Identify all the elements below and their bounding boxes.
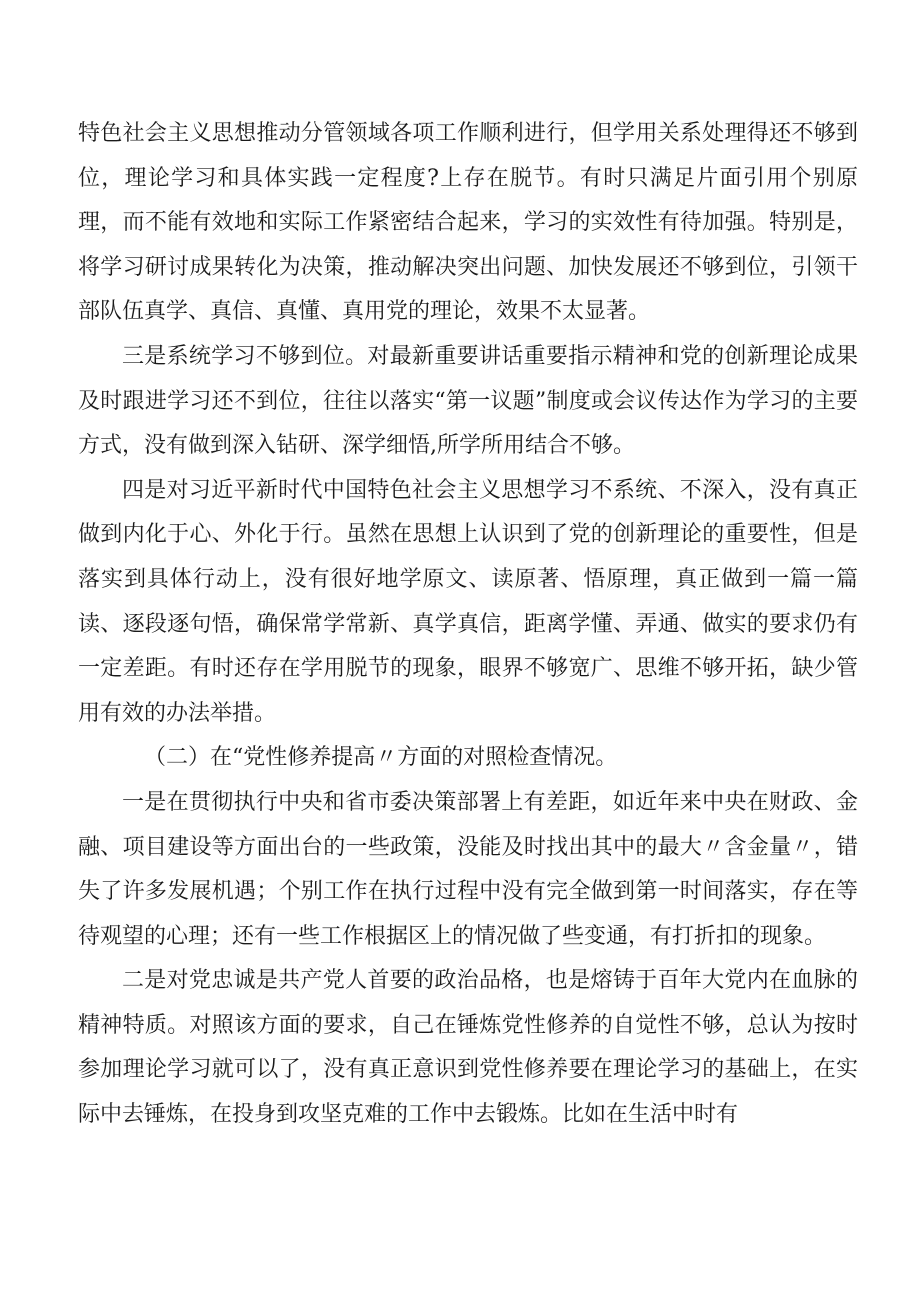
paragraph-systematic-study: 三是系统学习不够到位。对最新重要讲话重要指示精神和党的创新理论成果及时跟进学习还不到位，往往以落实“第一议题”制度或会议传达作为学习的主要方式，没有做到深入钻研、深学细悟,所学所用结合不够。 <box>78 343 858 459</box>
paragraph-theory-study: 四是对习近平新时代中国特色社会主义思想学习不系统、不深入，没有真正做到内化于心、外化于行。虽然在思想上认识到了党的创新理论的重要性，但是落实到具体行动上，没有很好地学原文、读原著、悟原理，真正做到一篇一篇读、逐段逐句悟，确保常学常新、真学真信，距离学懂、弄通、做实的要求仍有一定差距。有时还存在学用脱节的现象，眼界不够宽广、思维不够开拓，缺少管用有效的办法举措。 <box>78 477 858 726</box>
paragraph-continuation: 特色社会主义思想推动分管领域各项工作顺利进行，但学用关系处理得还不够到位，理论学习和具体实践一定程度?上存在脱节。有时只满足片面引用个别原理，而不能有效地和实际工作紧密结合起来，学习的实效性有待加强。特别是，将学习研讨成果转化为决策，推动解决突出问题、加快发展还不够到位，引领干部队伍真学、真信、真懂、真用党的理论，效果不太显著。 <box>78 121 858 325</box>
document-body <box>78 112 858 1138</box>
paragraph-party-loyalty: 二是对党忠诚是共产党人首要的政治品格，也是熔铸于百年大党内在血脉的精神特质。对照该方面的要求，自己在锤炼党性修养的自觉性不够，总认为按时参加理论学习就可以了，没有真正意识到党性修养要在理论学习的基础上，在实际中去锤炼，在投身到攻坚克难的工作中去锻炼。比如在生活中时有 <box>78 968 858 1128</box>
section-heading-party-cultivation: （二）在“党性修养提高〃方面的对照检查情况。 <box>144 745 618 771</box>
paragraph-policy-execution: 一是在贯彻执行中央和省市委决策部署上有差距，如近年来中央在财政、金融、项目建设等方面出台的一些政策，没能及时找出其中的最大〃含金量〃，错失了许多发展机遇；个别工作在执行过程中没有完全做到第一时间落实，存在等待观望的心理；还有一些工作根据区上的情况做了些变通，有打折扣的现象。 <box>78 789 858 949</box>
